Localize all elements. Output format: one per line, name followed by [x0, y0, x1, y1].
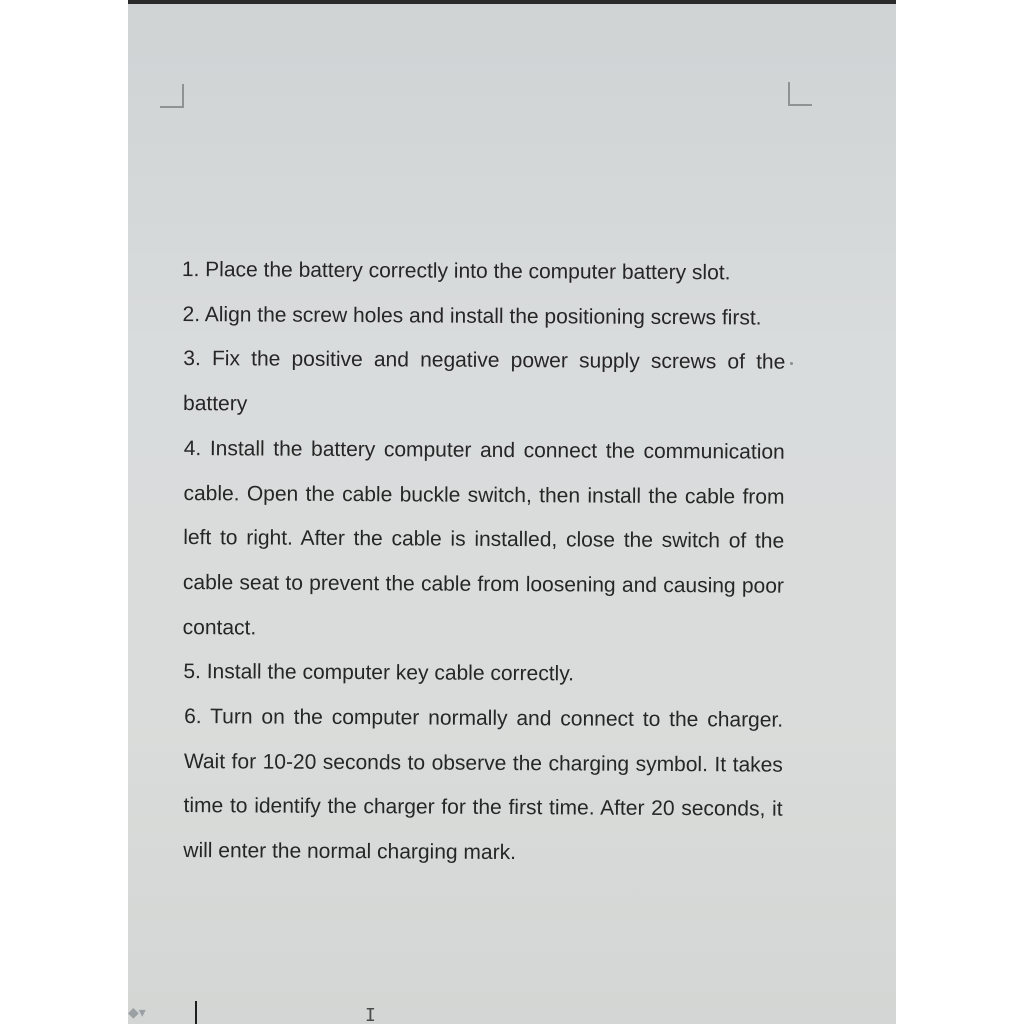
fill-bucket-icon[interactable]: ◆▾	[128, 1005, 146, 1021]
paragraph-step-6[interactable]: 6. Turn on the computer normally and connect to the charger. Wait for 10-20 seconds to observe the charging symbol. It takes time to identify the charger for the first time. After 20 seconds, it will enter the normal charging mark.	[183, 705, 784, 865]
paragraph-step-3[interactable]: 3. Fix the positive and negative power supply screws of the battery	[182, 347, 786, 416]
paragraph-step-4[interactable]: 4. Install the battery computer and connect the communication cable. Open the cable buckle switch, then install the cable from left to right. After the cable is installed, close the switch of the cable seat to prevent the cable from loosening and causing poor contact.	[182, 436, 785, 640]
text-cursor-icon	[195, 1001, 197, 1024]
paragraph-mark-icon	[790, 362, 793, 365]
left-background	[0, 0, 128, 1024]
ibeam-cursor-icon: I	[365, 1005, 376, 1024]
document-page[interactable]	[128, 0, 896, 1024]
paragraph-step-2[interactable]: 2. Align the screw holes and install the positioning screws first.	[182, 302, 762, 330]
right-background	[896, 0, 1024, 1024]
paragraph-step-1[interactable]: 1. Place the battery correctly into the computer battery slot.	[181, 257, 731, 285]
left-margin-corner-icon	[160, 84, 184, 108]
document-body[interactable]	[178, 248, 786, 878]
top-window-edge	[128, 0, 896, 4]
right-margin-corner-icon	[788, 82, 812, 106]
paragraph-step-5[interactable]: 5. Install the computer key cable correctly.	[183, 660, 575, 686]
